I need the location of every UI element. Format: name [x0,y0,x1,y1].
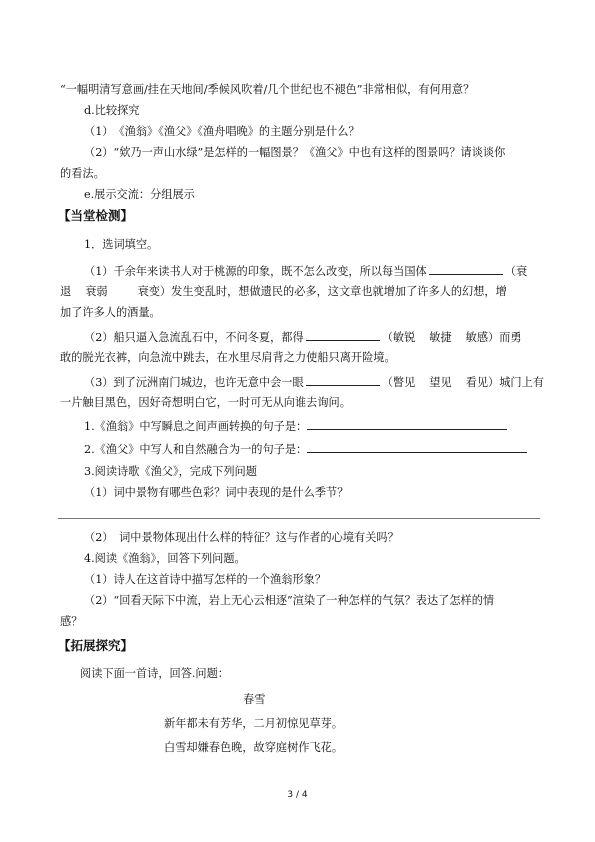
option-text: 望见 [429,376,452,389]
text-line: 感？ [60,615,83,628]
fill-blank-question [84,374,544,391]
question-line: （2）“回看天际下中流，岩上无心云相逐”渲染了一种怎样的气氛？表达了怎样的情 [84,594,495,607]
question-text: 2.《渔父》中写人和自然融合为一的句子是： [84,443,308,456]
option-text: 退 [60,285,72,298]
text-line: “一幅明清写意画/挂在天地间/季候风吹着/几个世纪也不褪色”非常相似，有何用意？ [60,83,475,96]
page-number: 3 / 4 [287,790,308,800]
answer-blank[interactable] [306,374,380,386]
option-text: （敏锐 [381,331,416,344]
option-text: 衰变） [137,285,172,298]
question-text: 发生变乱时，想做遗民的必多，这文章也就增加了许多人的幻想，增 [171,285,507,298]
option-text: 衰弱 [85,285,108,298]
answer-blank[interactable] [306,329,380,341]
question-text: 城门上有 [499,376,544,389]
question-text: （3）到了沅洲南门城边，也许无意中会一眼 [84,376,304,389]
fill-line-question [84,418,507,435]
question-title: 3.阅读诗歌《渔父》，完成下列问题 [84,465,257,478]
question-line: （1）词中景物有哪些色彩？词中表现的是什么季节？ [84,486,349,499]
section-heading-extend: 【拓展探究】 [58,638,134,653]
fill-blank-options [60,284,507,300]
answer-blank[interactable] [429,263,503,275]
option-text: （瞥见 [381,376,416,389]
option-text: （衰 [504,265,528,278]
step-d-heading: d.比较探究 [84,104,140,117]
question-text: 而勇 [499,331,522,344]
option-text: 敏感） [465,331,500,344]
question-title: 4.阅读《渔翁》，回答下列问题。 [84,552,246,565]
text-line: 加了许多人的酒量。 [60,306,161,319]
reading-intro: 阅读下面一首诗，回答.问题： [80,667,229,680]
poem-line: 新年都未有芳华，二月初惊见草芽。 [164,717,344,730]
question-line: （2）“欸乃一声山水绿”是怎样的一幅图景？《渔父》中也有这样的图景吗？请谈谈你 [84,146,506,159]
step-e-heading: e.展示交流：分组展示 [84,188,195,201]
fill-blank-question [84,263,527,280]
question-text: （2）船只逼入急流乱石中，不问冬夏，都得 [84,331,304,344]
fill-line-question [84,441,527,458]
fill-blank-question [84,329,522,346]
question-line: （2） 词中景物体现出什么样的特征？这与作者的心境有关吗？ [84,531,399,544]
text-line: 敢的脱光衣裤，向急流中跳去，在水里尽肩背之力使船只离开险境。 [60,351,396,364]
question-text: （1）千余年来读书人对于桃源的印象，既不怎么改变，所以每当国体 [84,265,427,278]
option-text: 敏捷 [429,331,452,344]
question-line: （1） 《渔翁》《渔父》《渔舟唱晚》的主题分别是什么？ [84,125,360,138]
poem-line: 白雪却嫌春色晚，故穿庭树作飞花。 [164,741,344,754]
option-text: 看见） [465,376,500,389]
question-line: （1）诗人在这首诗中描写怎样的一个渔翁形象？ [84,573,327,586]
section-heading-check: 【当堂检测】 [58,208,134,223]
answer-line[interactable] [307,418,507,430]
poem-title: 春雪 [243,693,266,706]
question-text: 1.《渔翁》中写瞬息之间声画转换的句子是： [84,420,308,433]
answer-line[interactable] [307,441,527,453]
question-title: 1．选词填空。 [84,238,159,251]
answer-rule[interactable] [58,518,540,519]
text-line: 一片触目黑色，因好奇想明白它，一时可无从向谁去询问。 [60,396,351,409]
text-line: 的看法。 [60,167,105,180]
